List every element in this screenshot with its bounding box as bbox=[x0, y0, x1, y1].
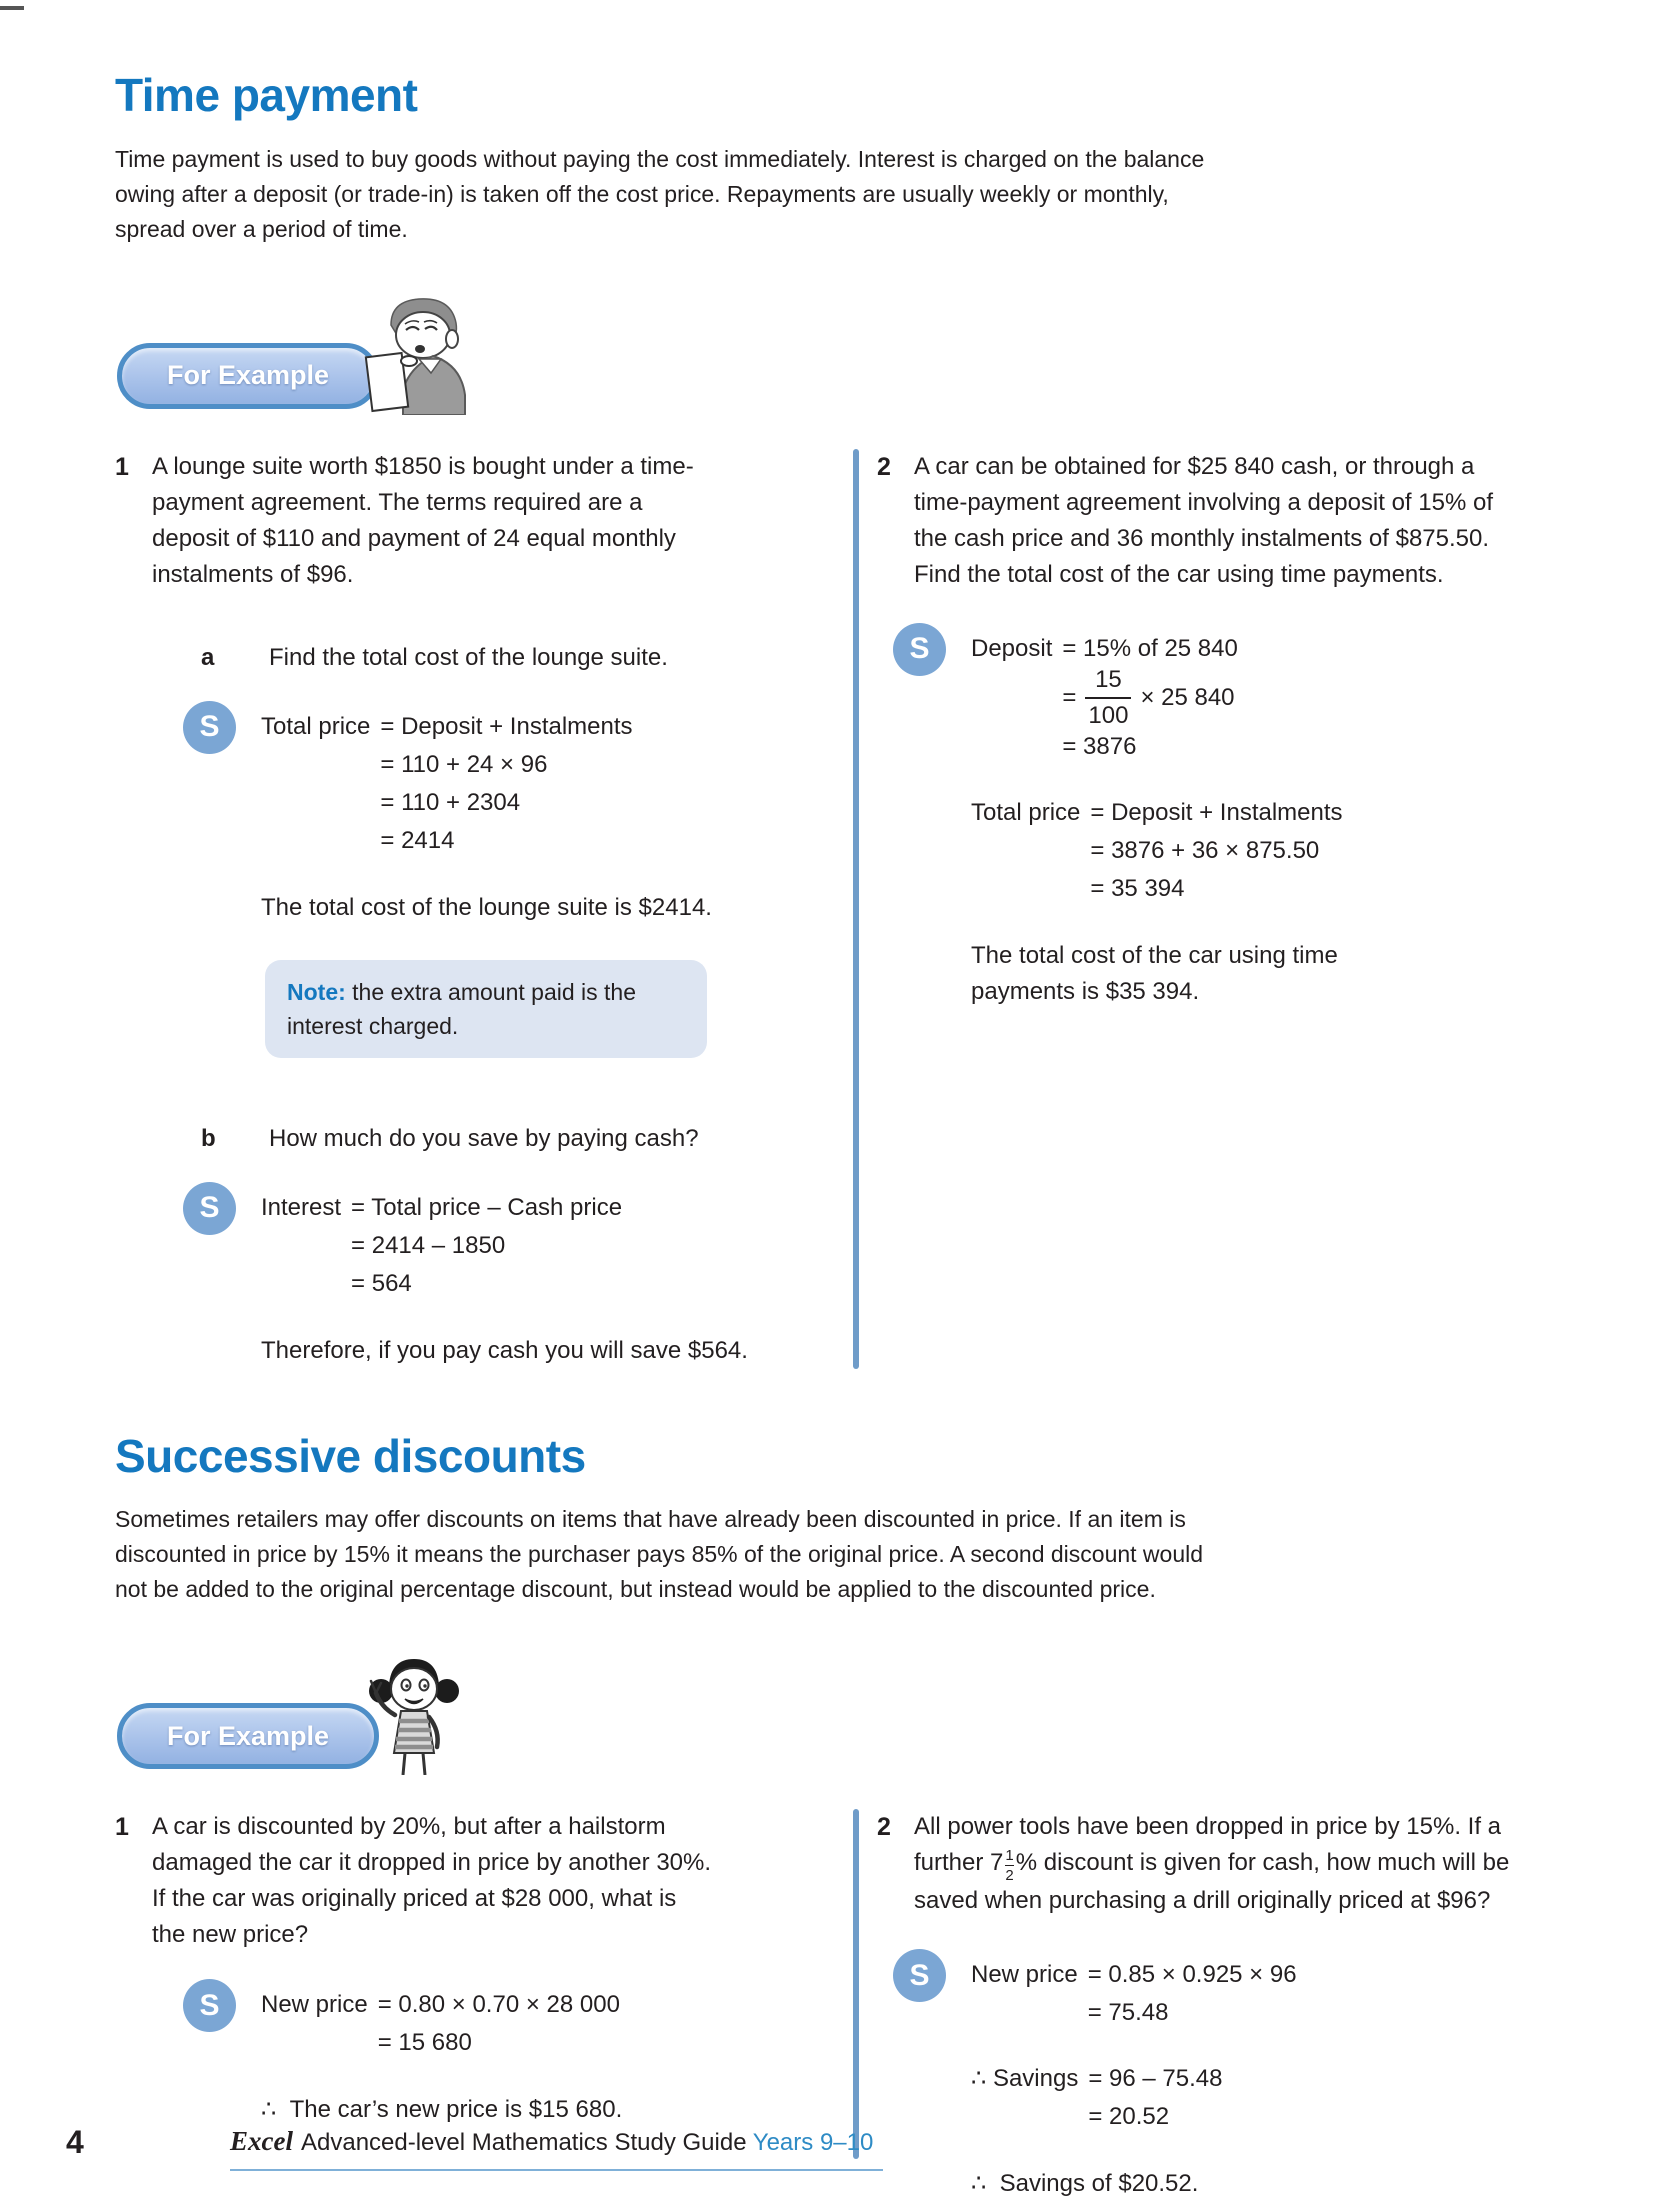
equation-lhs bbox=[261, 1227, 341, 1265]
fraction-denominator: 2 bbox=[1005, 1867, 1014, 1885]
for-example-banner-2 bbox=[117, 1659, 1540, 1775]
question-text: A car can be obtained for $25 840 cash, or through a time-payment agreement involving a deposit of 15% of the cash price and 36 monthly instalments of $875.50. Find the total cost of the car using time payments. bbox=[914, 452, 1493, 588]
section-heading-time-payment: Time payment bbox=[115, 69, 418, 121]
equation-rhs: = 96 – 75.48 bbox=[1088, 2065, 1223, 2093]
question-text bbox=[914, 1809, 1528, 1919]
equation-block bbox=[971, 794, 1343, 908]
equation-lhs bbox=[261, 2024, 368, 2062]
solution-working bbox=[261, 1182, 622, 1303]
equation-lhs bbox=[971, 870, 1080, 908]
pointing-girl-illustration bbox=[361, 1647, 465, 1775]
solution-result: ∴ The car’s new price is $15 680. bbox=[261, 2096, 623, 2124]
equation-lhs bbox=[971, 728, 1052, 766]
part-question: How much do you save by paying cash? bbox=[269, 1124, 699, 1152]
example-2-column bbox=[859, 1809, 1540, 2202]
solution-part-b bbox=[183, 1182, 815, 1303]
footer-years-label: Years 9–10 bbox=[752, 2129, 874, 2156]
solution-badge: S bbox=[893, 623, 946, 676]
fraction-multiplier: × 25 840 bbox=[1140, 683, 1235, 711]
equation-lhs bbox=[971, 2098, 1078, 2136]
solution-question-1 bbox=[183, 1979, 815, 2062]
footer-brand-excel: Excel bbox=[230, 2126, 293, 2156]
equation-rhs: = 110 + 24 × 96 bbox=[380, 750, 548, 778]
for-example-banner-1 bbox=[117, 299, 1540, 415]
solution-result: The total cost of the car using time payments is $35 394. bbox=[971, 941, 1338, 1005]
solution-badge: S bbox=[183, 1979, 236, 2032]
equation-lhs: Total price bbox=[261, 712, 371, 740]
equation-rhs: = 2414 – 1850 bbox=[351, 1231, 506, 1259]
print-registration-mark bbox=[0, 6, 24, 10]
solution-question-2 bbox=[893, 1949, 1540, 2136]
solution-working bbox=[261, 701, 633, 860]
example-2-column bbox=[859, 449, 1540, 1369]
footer-book-title bbox=[230, 2126, 883, 2171]
equation-lhs bbox=[261, 1265, 341, 1303]
for-example-badge-label: For Example bbox=[166, 360, 330, 391]
question-number: 1 bbox=[115, 452, 129, 481]
equation-rhs: = 0.80 × 0.70 × 28 000 bbox=[377, 1991, 620, 2019]
solution-result: ∴ Savings of $20.52. bbox=[971, 2170, 1199, 2198]
equation-rhs-fraction bbox=[1062, 665, 1342, 729]
question-part-a bbox=[201, 641, 815, 675]
fraction-denominator: 100 bbox=[1085, 697, 1131, 728]
equation-rhs: = 15 680 bbox=[377, 2029, 472, 2057]
equals-sign: = bbox=[1062, 683, 1077, 711]
equation-rhs: = 20.52 bbox=[1088, 2103, 1170, 2131]
for-example-badge bbox=[117, 343, 379, 409]
equation-lhs bbox=[971, 668, 1052, 728]
equation-block bbox=[261, 708, 633, 860]
solution-result: The total cost of the lounge suite is $2414. bbox=[261, 893, 712, 921]
question-2 bbox=[877, 449, 1540, 593]
equation-lhs bbox=[261, 746, 370, 784]
part-label: a bbox=[201, 643, 215, 671]
fraction-15-over-100 bbox=[1085, 665, 1131, 729]
footer-title-text: Advanced-level Mathematics Study Guide bbox=[300, 2129, 747, 2156]
question-text-after-fraction: % discount is given for cash, how much will be saved when purchasing a drill originally priced at $96? bbox=[914, 1849, 1510, 1915]
part-question: Find the total cost of the lounge suite. bbox=[269, 643, 668, 671]
equation-rhs: = 75.48 bbox=[1087, 1999, 1169, 2027]
section-heading-successive-discounts: Successive discounts bbox=[115, 1429, 586, 1482]
question-number: 1 bbox=[115, 1813, 129, 1842]
equation-rhs: = Total price – Cash price bbox=[351, 1193, 623, 1221]
equation-lhs: Deposit bbox=[971, 634, 1053, 662]
question-1 bbox=[115, 449, 815, 593]
equation-lhs bbox=[261, 822, 370, 860]
question-text-before-fraction: All power tools have been dropped in price by 15%. If a further 7 bbox=[914, 1813, 1502, 1877]
equation-rhs: = Deposit + Instalments bbox=[1090, 798, 1343, 826]
equation-block bbox=[261, 1189, 622, 1303]
question-1 bbox=[115, 1809, 815, 1953]
part-label: b bbox=[201, 1124, 216, 1152]
question-text: A car is discounted by 20%, but after a hailstorm damaged the car it dropped in price by another 30%. If the car was originally priced at $28 000, what is the new price? bbox=[152, 1813, 712, 1949]
equation-rhs: = 3876 bbox=[1062, 732, 1137, 760]
solution-working bbox=[971, 1949, 1297, 2136]
question-text: A lounge suite worth $1850 is bought under a time-payment agreement. The terms required are a deposit of $110 and payment of 24 equal monthly instalments of $96. bbox=[152, 452, 694, 588]
note-label: Note: bbox=[287, 978, 346, 1005]
solution-working bbox=[261, 1979, 620, 2062]
equation-lhs: Interest bbox=[261, 1193, 342, 1221]
equation-lhs: Total price bbox=[971, 798, 1081, 826]
fraction-one-half bbox=[1005, 1848, 1013, 1883]
solution-part-a bbox=[183, 701, 815, 860]
question-part-b bbox=[201, 1122, 815, 1156]
equation-block bbox=[971, 1956, 1297, 2032]
equation-lhs bbox=[261, 784, 370, 822]
solution-result: Therefore, if you pay cash you will save $564. bbox=[261, 1336, 748, 1364]
fraction-numerator: 15 bbox=[1095, 665, 1122, 693]
note-box bbox=[265, 960, 707, 1058]
for-example-badge-label: For Example bbox=[166, 1720, 330, 1751]
section-intro-time-payment: Time payment is used to buy goods without paying the cost immediately. Interest is charged on the balance owing after a deposit (or trade-in) is taken off the cost price. Repayments are usually weekly or monthly, spread over a period of time. bbox=[115, 145, 1205, 242]
equation-rhs: = 0.85 × 0.925 × 96 bbox=[1087, 1961, 1297, 1989]
equation-block bbox=[261, 1986, 620, 2062]
solution-question-2 bbox=[893, 623, 1540, 908]
equation-lhs: New price bbox=[261, 1991, 368, 2019]
equation-lhs: ∴ Savings bbox=[971, 2065, 1079, 2093]
equation-rhs: = 110 + 2304 bbox=[380, 788, 521, 816]
solution-badge: S bbox=[893, 1949, 946, 2002]
example-1-column bbox=[115, 449, 815, 1369]
for-example-badge bbox=[117, 1703, 379, 1769]
solution-badge: S bbox=[183, 701, 236, 754]
question-number: 2 bbox=[877, 1813, 891, 1842]
equation-lhs: New price bbox=[971, 1961, 1078, 1989]
footer-page-number: 4 bbox=[66, 2124, 84, 2160]
question-2 bbox=[877, 1809, 1540, 1919]
equation-lhs bbox=[971, 1994, 1078, 2032]
equation-lhs bbox=[971, 832, 1080, 870]
solution-working bbox=[971, 623, 1343, 908]
solution-badge: S bbox=[183, 1182, 236, 1235]
question-number: 2 bbox=[877, 452, 891, 481]
equation-block bbox=[971, 2060, 1297, 2136]
equation-rhs: = 564 bbox=[351, 1269, 412, 1297]
worked-examples-time-payment bbox=[115, 449, 1540, 1369]
section-intro-successive-discounts: Sometimes retailers may offer discounts on items that have already been discounted in price. If an item is discounted in price by 15% it means the purchaser pays 85% of the original price. A second discount would not be added to the original percentage discount, but instead would be applied to the discounted price. bbox=[115, 1506, 1204, 1603]
reading-boy-illustration bbox=[361, 293, 473, 415]
fraction-numerator: 1 bbox=[1005, 1847, 1014, 1865]
equation-rhs: = 35 394 bbox=[1090, 874, 1185, 902]
equation-block bbox=[971, 630, 1343, 766]
note-text: the extra amount paid is the interest charged. bbox=[287, 978, 637, 1039]
equation-rhs: = 2414 bbox=[380, 826, 455, 854]
equation-rhs: = 15% of 25 840 bbox=[1062, 634, 1238, 662]
equation-rhs: = 3876 + 36 × 875.50 bbox=[1090, 836, 1320, 864]
equation-rhs: = Deposit + Instalments bbox=[380, 712, 633, 740]
